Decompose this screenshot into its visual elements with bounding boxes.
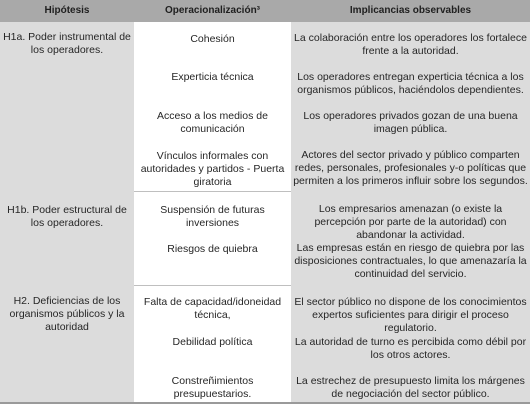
group-divider [134, 285, 291, 286]
hypothesis-column-bg [0, 0, 134, 404]
table-header [0, 0, 530, 22]
operationalization-cell: Debilidad política [172, 336, 253, 348]
operationalization-cell: Suspensión de futuras inversiones [160, 204, 265, 229]
implication-cell: Los operadores entregan experticia técnica a los organismos públicos, haciéndolos dependientes. [297, 71, 524, 96]
implication-cell: La estrechez de presupuesto limita los márgenes de negociación del sector público. [296, 375, 525, 400]
operationalization-cell: Cohesión [190, 33, 235, 45]
implication-cell: El sector público no dispone de los conocimientos expertos suficientes para dirigir el proceso regulatorio. [294, 296, 527, 334]
operationalization-cell: Constreñimientos presupuestarios. [171, 375, 254, 400]
implication-cell: La colaboración entre los operadores los fortalece frente a la autoridad. [294, 32, 527, 57]
hypothesis-cell: H1a. Poder instrumental de los operadores. [3, 31, 131, 56]
operationalization-cell: Experticia técnica [171, 71, 254, 83]
operationalization-cell: Falta de capacidad/idoneidad técnica, [143, 296, 282, 321]
implication-cell: Las empresas están en riesgo de quiebra por las disposiciones contractuales, lo que amenazaría la continuidad del servicio. [294, 242, 527, 280]
operationalization-cell: Riesgos de quiebra [167, 243, 258, 255]
implication-cell: La autoridad de turno es percibida como débil por los otros actores. [294, 336, 527, 361]
operationalization-cell: Acceso a los medios de comunicación [157, 110, 268, 135]
implication-cell: Los operadores privados gozan de una buena imagen pública. [303, 110, 518, 135]
implication-cell: Los empresarios amenazan (o existe la percepción por parte de la autoridad) con abandonar la actividad. [314, 203, 507, 241]
hypothesis-cell: H1b. Poder estructural de los operadores. [7, 204, 127, 229]
header-implications: Implicancias observables [349, 5, 472, 16]
header-hypothesis: Hipótesis [44, 5, 90, 16]
implication-cell: Actores del sector privado y público comparten redes, personales, profesionales y-o políticas que permiten a los primeros influir sobre los segundos. [293, 149, 528, 187]
hypothesis-cell: H2. Deficiencias de los organismos públicos y la autoridad [9, 295, 125, 333]
group-divider [134, 191, 291, 192]
header-operationalization: Operacionalización³ [164, 5, 261, 16]
operationalization-cell: Vínculos informales con autoridades y partidos - Puerta giratoria [140, 150, 285, 188]
